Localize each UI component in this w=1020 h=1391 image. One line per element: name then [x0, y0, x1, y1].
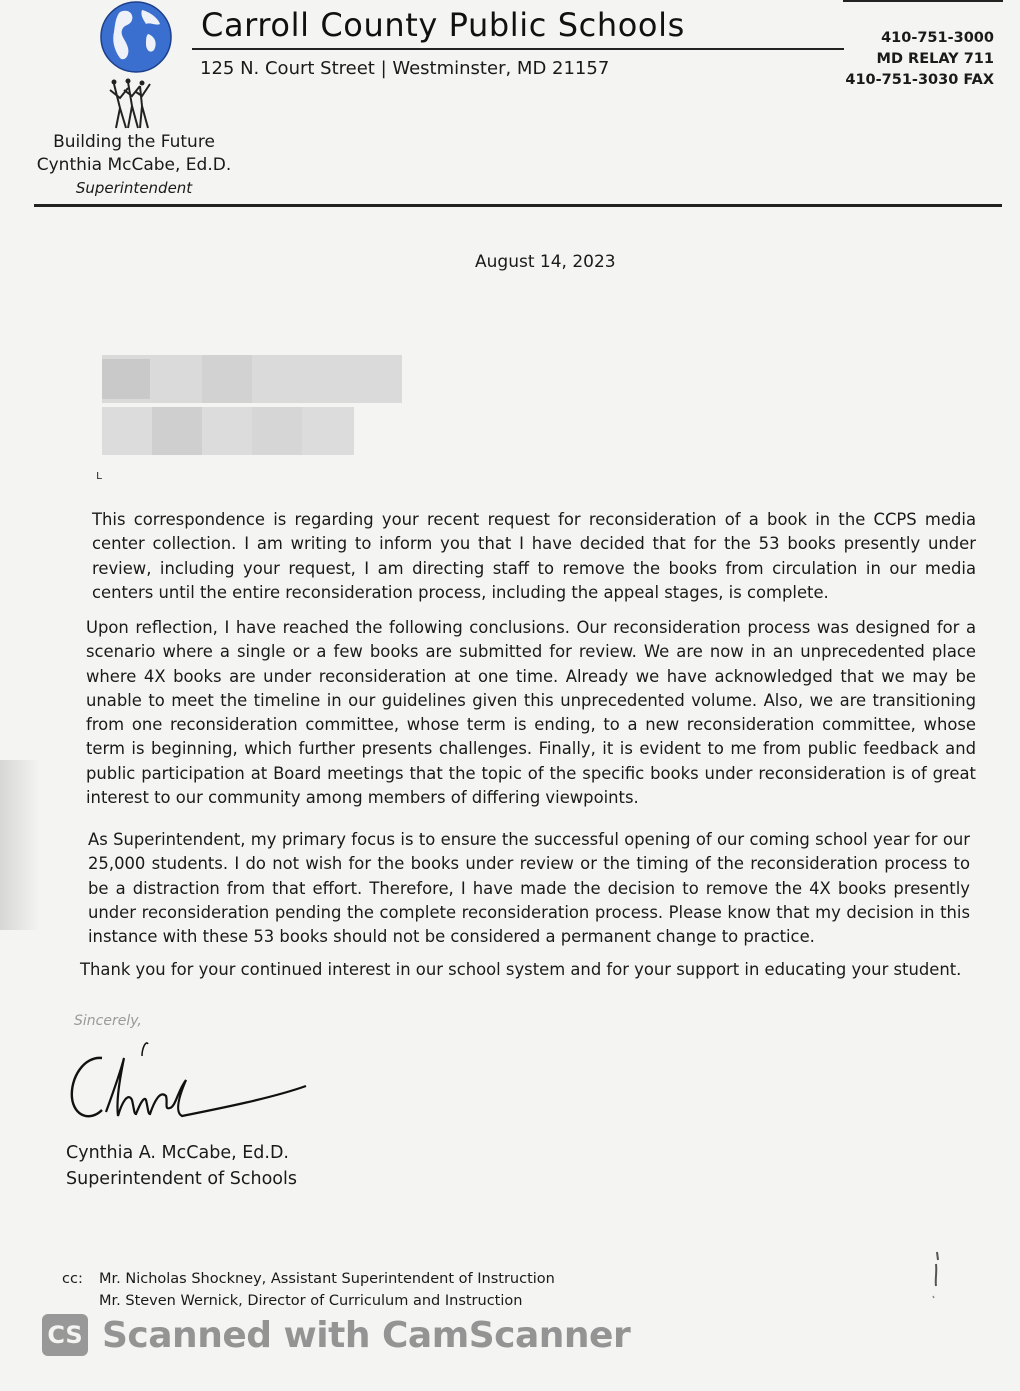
- header-rule: [34, 204, 1002, 207]
- cc-label: cc:: [62, 1271, 83, 1287]
- fax-number: 410-751-3030 FAX: [845, 72, 994, 88]
- cc-recipient: Mr. Steven Wernick, Director of Curriculum and Instruction: [99, 1293, 523, 1309]
- top-rule: [843, 0, 1003, 2]
- watermark-text: Scanned with CamScanner: [102, 1314, 631, 1356]
- signature-icon: [62, 1030, 312, 1130]
- body-paragraph-1: This correspondence is regarding your recent request for reconsideration of a book in the CCPS media center collection. I am writing to inform you that I have decided that for the 53 books presently under review, including your request, I am directing staff to remove the books from circulation in our media centers until the entire reconsideration process, including the appeal stages, is complete.: [92, 510, 976, 602]
- signer-block: [66, 1140, 297, 1192]
- cc-list: [99, 1268, 555, 1312]
- signer-title: Superintendent of Schools: [66, 1169, 297, 1189]
- cc-recipient: Mr. Nicholas Shockney, Assistant Superintendent of Instruction: [99, 1271, 555, 1287]
- superintendent-name: Cynthia McCabe, Ed.D.: [36, 155, 232, 175]
- tagline: Building the Future: [53, 132, 215, 152]
- people-figures-icon: [106, 78, 152, 130]
- body-paragraph-2: Upon reflection, I have reached the following conclusions. Our reconsideration process was designed for a scenario where a single or a few books are submitted for review. We are now in an unprecedented place where 4X books are under reconsideration at one time. Already we have acknowledged that we may be unable to meet the timeline in our guidelines given this unprecedented volume. Also, we are transitioning from one reconsideration committee, whose term is ending, to a new reconsideration committee, whose term is beginning, which further presents challenges. Finally, it is evident to me from public feedback and public participation at Board meetings that the topic of the specific books under reconsideration is of great interest to our community among members of differing viewpoints.: [86, 618, 976, 808]
- camscanner-watermark: [42, 1314, 630, 1356]
- letter-date: August 14, 2023: [475, 252, 616, 272]
- organization-name: Carroll County Public Schools: [201, 6, 685, 44]
- contact-block: [845, 28, 994, 91]
- relay-number: MD RELAY 711: [876, 51, 994, 67]
- organization-address: 125 N. Court Street | Westminster, MD 21157: [200, 58, 610, 79]
- body-paragraph-3: As Superintendent, my primary focus is to ensure the successful opening of our coming school year for our 25,000 students. I do not wish for the books under review or the timing of the reconsideration process to be a distraction from that effort. Therefore, I have made the decision to remove the 4X books presently under reconsideration pending the complete reconsideration process. Please know that my decision in this instance with these 53 books should not be considered a permanent change to practice.: [88, 830, 970, 947]
- tagline-block: [0, 131, 268, 200]
- pen-mark: [927, 1250, 947, 1310]
- redacted-recipient-address: [102, 355, 402, 455]
- scan-shadow: [0, 760, 40, 930]
- organization-rule: [192, 48, 844, 50]
- camscanner-logo-icon: CS: [42, 1314, 88, 1356]
- stray-mark: ʟ: [96, 468, 103, 482]
- superintendent-title: Superintendent: [75, 179, 193, 197]
- globe-logo-icon: [98, 0, 174, 74]
- signer-name: Cynthia A. McCabe, Ed.D.: [66, 1143, 289, 1163]
- closing: Sincerely,: [74, 1013, 142, 1029]
- body-paragraph-4: Thank you for your continued interest in our school system and for your support in educating your student.: [80, 960, 962, 979]
- phone-number: 410-751-3000: [881, 30, 994, 46]
